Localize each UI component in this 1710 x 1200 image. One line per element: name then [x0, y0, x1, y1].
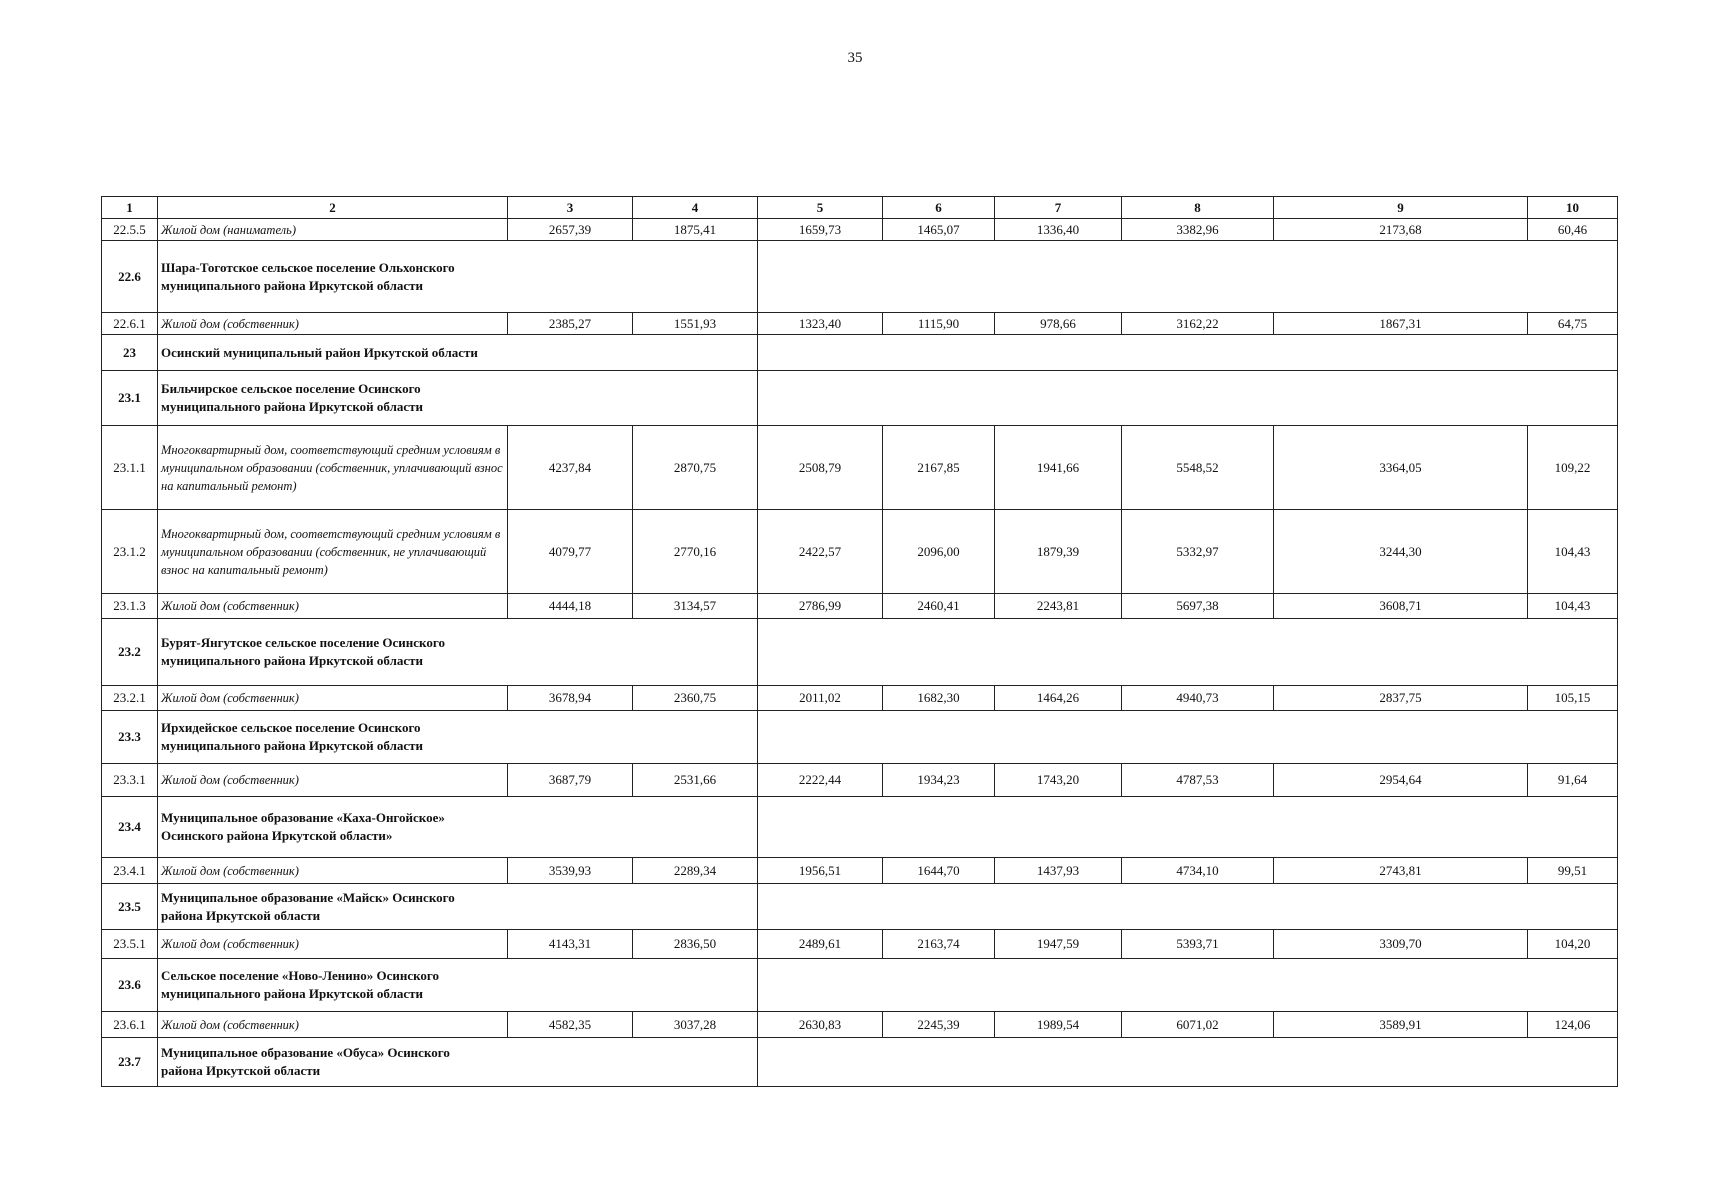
value-cell: 105,15	[1528, 686, 1618, 711]
value-cell: 1947,59	[995, 930, 1122, 959]
section-blank	[758, 959, 1618, 1012]
value-cell: 2770,16	[633, 510, 758, 594]
value-cell: 3539,93	[508, 858, 633, 884]
data-row	[102, 930, 1618, 959]
value-cell: 2531,66	[633, 764, 758, 797]
value-cell: 3134,57	[633, 594, 758, 619]
data-row	[102, 594, 1618, 619]
section-name: Муниципальное образование «Обуса» Осинского района Иркутской области	[161, 1045, 450, 1078]
row-name: Жилой дом (собственник)	[158, 858, 508, 884]
value-cell: 2836,50	[633, 930, 758, 959]
section-row	[102, 619, 1618, 686]
column-header: 9	[1274, 197, 1528, 219]
section-row	[102, 371, 1618, 426]
value-cell: 2657,39	[508, 219, 633, 241]
data-row	[102, 686, 1618, 711]
row-code: 23.1.3	[102, 594, 158, 619]
data-row	[102, 510, 1618, 594]
value-cell: 4582,35	[508, 1012, 633, 1038]
value-cell: 2167,85	[883, 426, 995, 510]
row-code: 23.1.2	[102, 510, 158, 594]
value-cell: 2508,79	[758, 426, 883, 510]
value-cell: 4237,84	[508, 426, 633, 510]
value-cell: 1551,93	[633, 313, 758, 335]
section-blank	[758, 884, 1618, 930]
value-cell: 109,22	[1528, 426, 1618, 510]
value-cell: 99,51	[1528, 858, 1618, 884]
row-name: Жилой дом (собственник)	[158, 313, 508, 335]
value-cell: 3037,28	[633, 1012, 758, 1038]
value-cell: 3244,30	[1274, 510, 1528, 594]
row-name: Жилой дом (собственник)	[158, 594, 508, 619]
section-blank	[758, 619, 1618, 686]
value-cell: 3589,91	[1274, 1012, 1528, 1038]
value-cell: 2360,75	[633, 686, 758, 711]
value-cell: 2870,75	[633, 426, 758, 510]
column-header: 5	[758, 197, 883, 219]
value-cell: 2385,27	[508, 313, 633, 335]
column-header: 8	[1122, 197, 1274, 219]
section-blank	[758, 797, 1618, 858]
value-cell: 5548,52	[1122, 426, 1274, 510]
row-code: 22.5.5	[102, 219, 158, 241]
page-number: 35	[847, 50, 863, 66]
section-name: Бурят-Янгутское сельское поселение Осинского муниципального района Иркутской области	[161, 635, 445, 668]
column-header: 10	[1528, 197, 1618, 219]
row-code: 23.3.1	[102, 764, 158, 797]
value-cell: 1956,51	[758, 858, 883, 884]
data-row	[102, 313, 1618, 335]
value-cell: 60,46	[1528, 219, 1618, 241]
value-cell: 5332,97	[1122, 510, 1274, 594]
value-cell: 3309,70	[1274, 930, 1528, 959]
row-code: 22.6.1	[102, 313, 158, 335]
section-blank	[758, 1038, 1618, 1087]
section-row	[102, 711, 1618, 764]
section-row	[102, 335, 1618, 371]
value-cell: 4734,10	[1122, 858, 1274, 884]
value-cell: 3687,79	[508, 764, 633, 797]
value-cell: 1682,30	[883, 686, 995, 711]
section-row	[102, 959, 1618, 1012]
section-blank	[758, 711, 1618, 764]
value-cell: 1465,07	[883, 219, 995, 241]
value-cell: 2786,99	[758, 594, 883, 619]
value-cell: 91,64	[1528, 764, 1618, 797]
section-name-cell	[158, 797, 758, 858]
value-cell: 2630,83	[758, 1012, 883, 1038]
value-cell: 2245,39	[883, 1012, 995, 1038]
value-cell: 1464,26	[995, 686, 1122, 711]
value-cell: 1644,70	[883, 858, 995, 884]
section-blank	[758, 241, 1618, 313]
value-cell: 4079,77	[508, 510, 633, 594]
value-cell: 1941,66	[995, 426, 1122, 510]
value-cell: 104,43	[1528, 510, 1618, 594]
row-name: Жилой дом (собственник)	[158, 930, 508, 959]
value-cell: 2222,44	[758, 764, 883, 797]
data-row	[102, 426, 1618, 510]
section-code: 23	[102, 335, 158, 371]
value-cell: 3608,71	[1274, 594, 1528, 619]
section-code: 23.6	[102, 959, 158, 1012]
value-cell: 4940,73	[1122, 686, 1274, 711]
row-name: Жилой дом (наниматель)	[158, 219, 508, 241]
section-name-cell	[158, 711, 758, 764]
section-name: Муниципальное образование «Майск» Осинского района Иркутской области	[161, 889, 455, 923]
section-name: Осинский муниципальный район Иркутской области	[161, 344, 478, 360]
column-header: 2	[158, 197, 508, 219]
section-name: Ирхидейское сельское поселение Осинского муниципального района Иркутской области	[161, 720, 424, 753]
section-blank	[758, 371, 1618, 426]
value-cell: 2489,61	[758, 930, 883, 959]
value-cell: 6071,02	[1122, 1012, 1274, 1038]
section-code: 22.6	[102, 241, 158, 313]
value-cell: 1115,90	[883, 313, 995, 335]
value-cell: 2460,41	[883, 594, 995, 619]
section-name: Муниципальное образование «Каха-Онгойское» Осинского района Иркутской области»	[161, 810, 445, 843]
row-code: 23.5.1	[102, 930, 158, 959]
column-header: 3	[508, 197, 633, 219]
value-cell: 3364,05	[1274, 426, 1528, 510]
value-cell: 1867,31	[1274, 313, 1528, 335]
section-row	[102, 241, 1618, 313]
value-cell: 3678,94	[508, 686, 633, 711]
row-name: Многоквартирный дом, соответствующий средним условиям в муниципальном образовании (собственник, не уплачивающий взнос на капитальный ремонт)	[158, 510, 508, 594]
section-code: 23.3	[102, 711, 158, 764]
value-cell: 1336,40	[995, 219, 1122, 241]
value-cell: 3162,22	[1122, 313, 1274, 335]
section-code: 23.7	[102, 1038, 158, 1087]
value-cell: 1879,39	[995, 510, 1122, 594]
data-row	[102, 219, 1618, 241]
section-row	[102, 1038, 1618, 1087]
value-cell: 2743,81	[1274, 858, 1528, 884]
value-cell: 1659,73	[758, 219, 883, 241]
value-cell: 2096,00	[883, 510, 995, 594]
section-name-cell	[158, 884, 758, 930]
section-code: 23.1	[102, 371, 158, 426]
value-cell: 3382,96	[1122, 219, 1274, 241]
value-cell: 124,06	[1528, 1012, 1618, 1038]
value-cell: 2954,64	[1274, 764, 1528, 797]
value-cell: 2422,57	[758, 510, 883, 594]
row-code: 23.2.1	[102, 686, 158, 711]
row-name: Жилой дом (собственник)	[158, 764, 508, 797]
row-code: 23.4.1	[102, 858, 158, 884]
section-blank	[758, 335, 1618, 371]
section-name: Сельское поселение «Ново-Ленино» Осинского муниципального района Иркутской области	[161, 968, 440, 1001]
value-cell: 4143,31	[508, 930, 633, 959]
value-cell: 4787,53	[1122, 764, 1274, 797]
column-header: 6	[883, 197, 995, 219]
header-row	[102, 197, 1618, 219]
row-name: Жилой дом (собственник)	[158, 1012, 508, 1038]
value-cell: 1989,54	[995, 1012, 1122, 1038]
value-cell: 2837,75	[1274, 686, 1528, 711]
column-header: 7	[995, 197, 1122, 219]
section-name-cell	[158, 619, 758, 686]
value-cell: 2173,68	[1274, 219, 1528, 241]
section-name-cell	[158, 371, 758, 426]
column-header: 1	[102, 197, 158, 219]
value-cell: 2289,34	[633, 858, 758, 884]
value-cell: 2011,02	[758, 686, 883, 711]
value-cell: 2243,81	[995, 594, 1122, 619]
section-name: Шара-Тоготское сельское поселение Ольхонского муниципального района Иркутской области	[161, 259, 455, 293]
section-name-cell	[158, 241, 758, 313]
data-row	[102, 764, 1618, 797]
section-code: 23.2	[102, 619, 158, 686]
value-cell: 2163,74	[883, 930, 995, 959]
value-cell: 1743,20	[995, 764, 1122, 797]
value-cell: 4444,18	[508, 594, 633, 619]
value-cell: 5697,38	[1122, 594, 1274, 619]
section-code: 23.5	[102, 884, 158, 930]
value-cell: 104,20	[1528, 930, 1618, 959]
value-cell: 104,43	[1528, 594, 1618, 619]
data-row	[102, 858, 1618, 884]
section-name-cell	[158, 1038, 758, 1087]
row-code: 23.6.1	[102, 1012, 158, 1038]
value-cell: 1934,23	[883, 764, 995, 797]
section-name: Бильчирское сельское поселение Осинского муниципального района Иркутской области	[161, 381, 424, 414]
section-name-cell	[158, 335, 758, 371]
row-name: Жилой дом (собственник)	[158, 686, 508, 711]
value-cell: 1875,41	[633, 219, 758, 241]
section-name-cell	[158, 959, 758, 1012]
value-cell: 1437,93	[995, 858, 1122, 884]
value-cell: 5393,71	[1122, 930, 1274, 959]
section-row	[102, 884, 1618, 930]
tariff-table	[101, 196, 1618, 1087]
section-row	[102, 797, 1618, 858]
value-cell: 64,75	[1528, 313, 1618, 335]
row-code: 23.1.1	[102, 426, 158, 510]
data-row	[102, 1012, 1618, 1038]
section-code: 23.4	[102, 797, 158, 858]
value-cell: 978,66	[995, 313, 1122, 335]
column-header: 4	[633, 197, 758, 219]
value-cell: 1323,40	[758, 313, 883, 335]
row-name: Многоквартирный дом, соответствующий средним условиям в муниципальном образовании (собственник, уплачивающий взнос на капитальный ремонт)	[158, 426, 508, 510]
